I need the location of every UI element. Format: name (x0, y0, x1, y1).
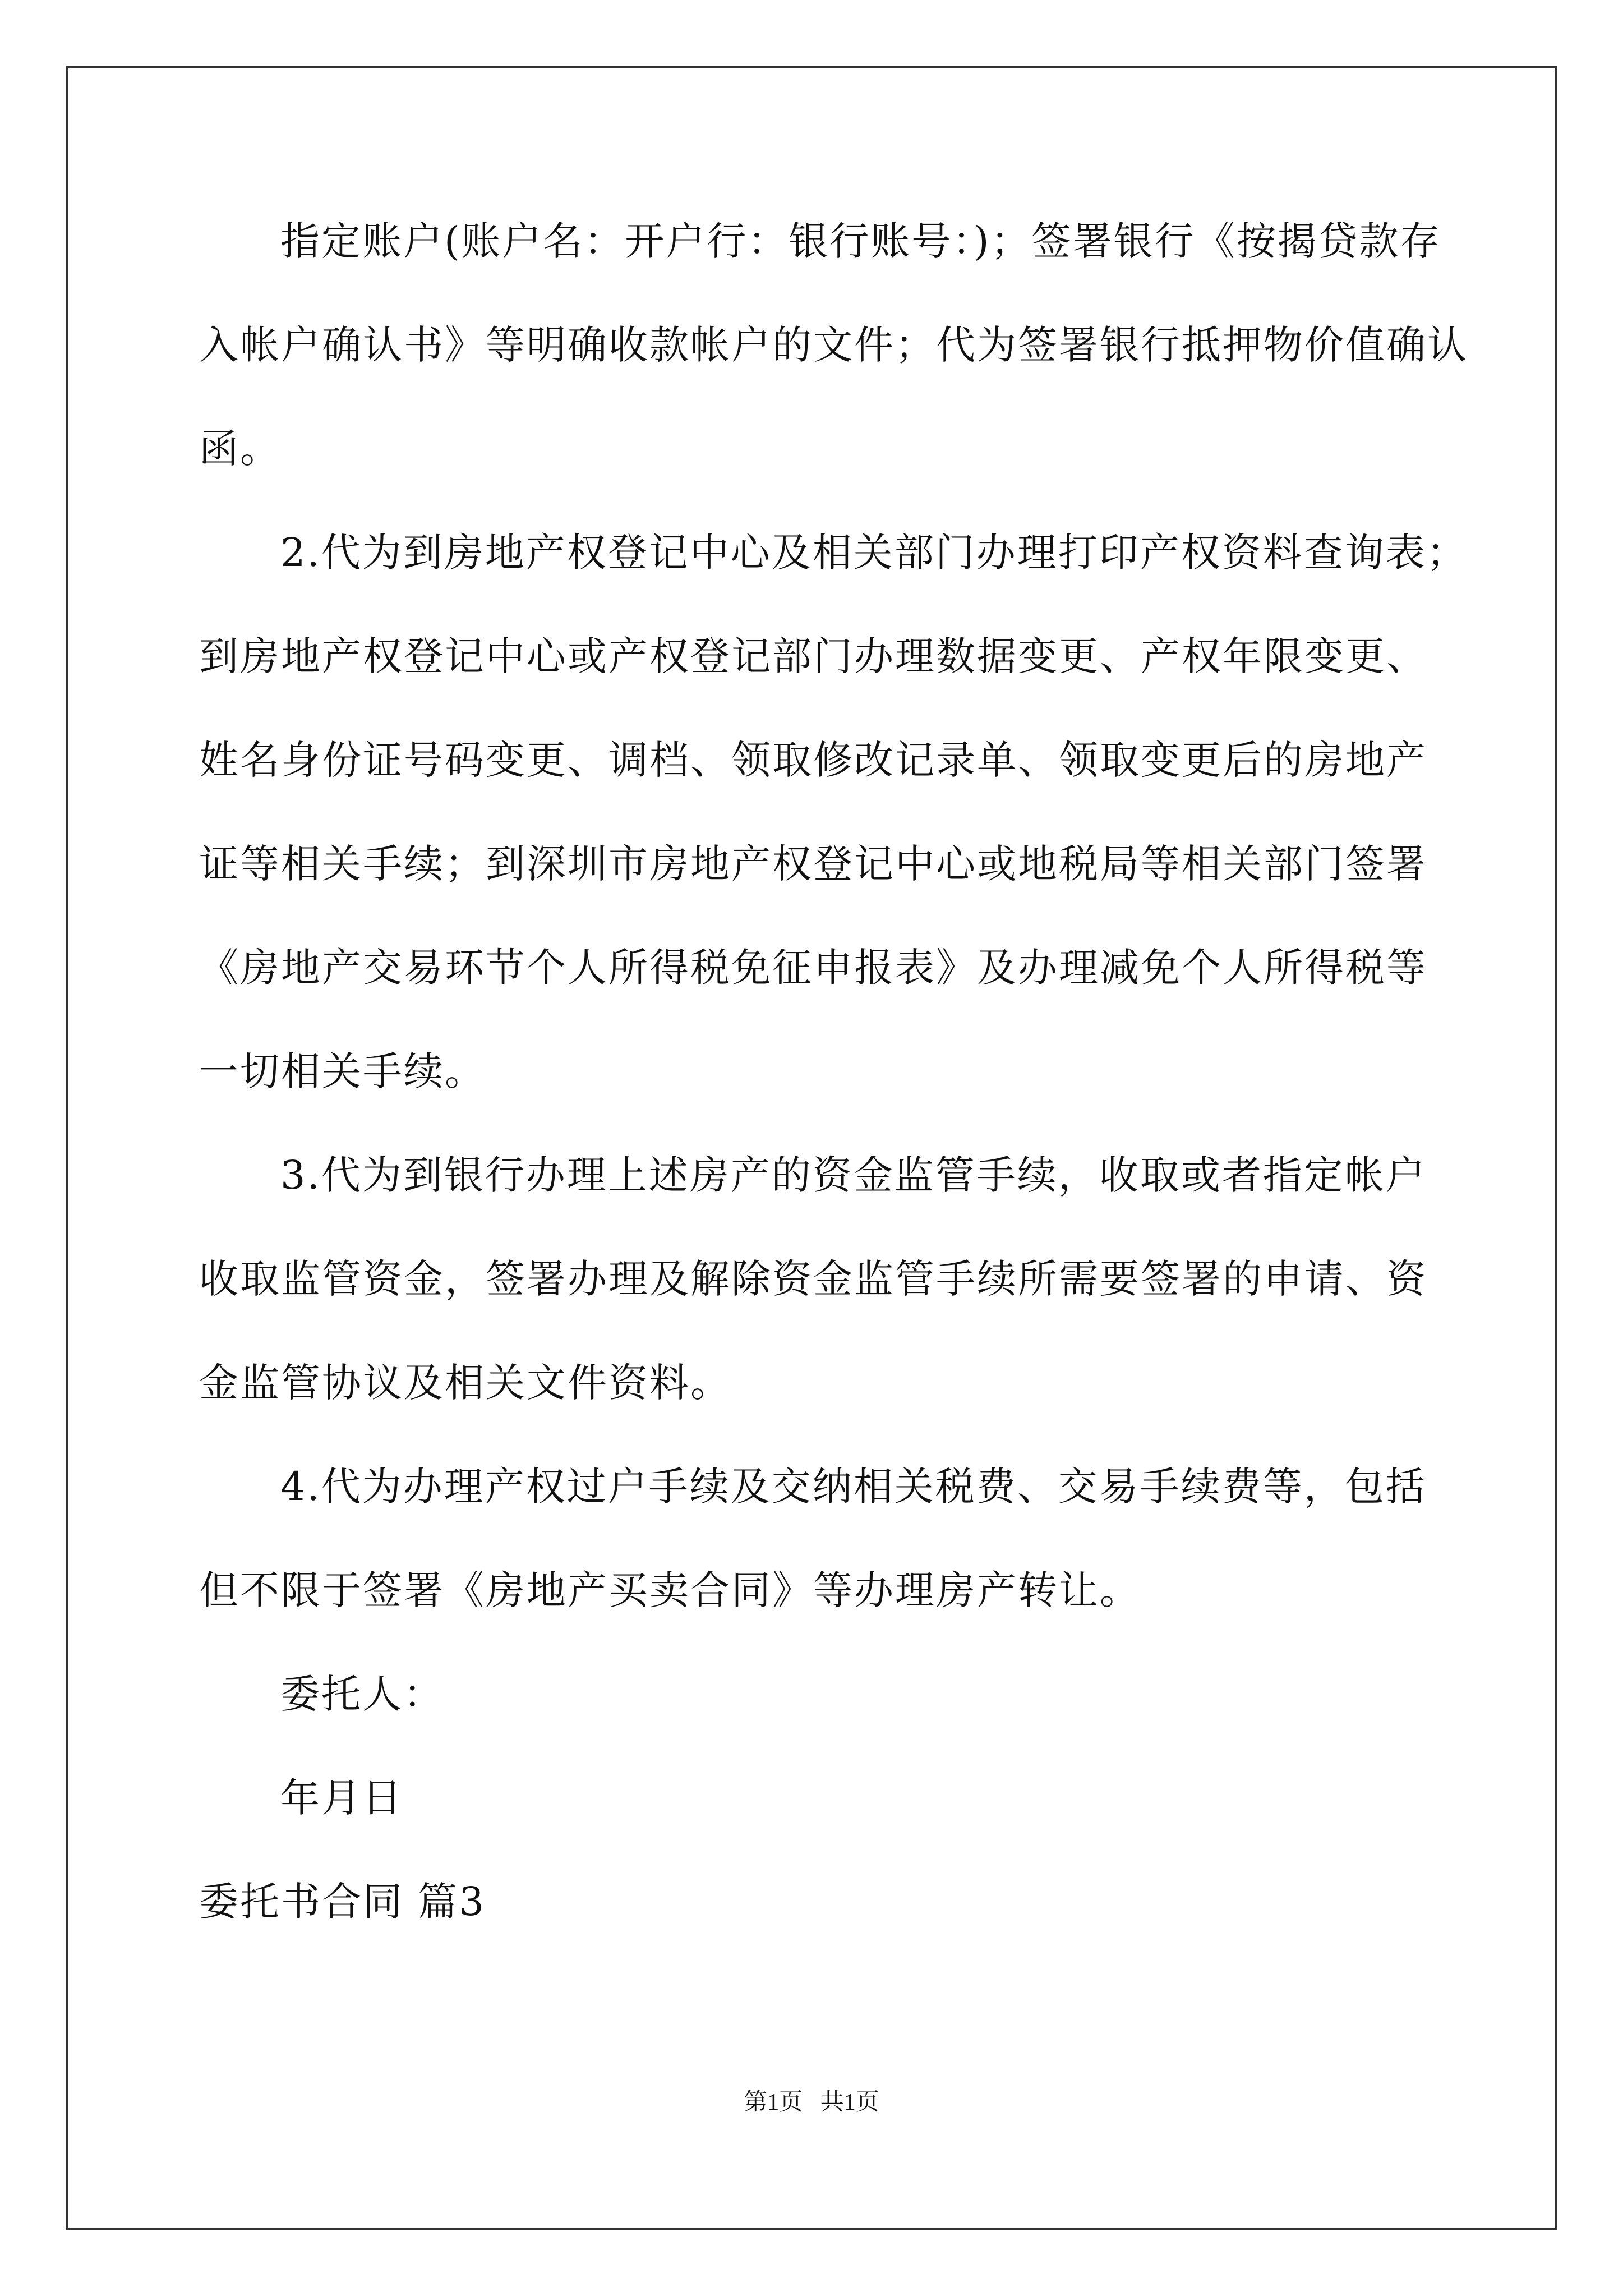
paragraph-2-line-2: 到房地产权登记中心或产权登记部门办理数据变更、产权年限变更、 (199, 633, 1427, 679)
paragraph-3-line-2: 收取监管资金，签署办理及解除资金监管手续所需要签署的申请、资 (199, 1256, 1427, 1302)
date-label: 年月日 (280, 1775, 403, 1821)
page-footer: 第1页 共1页 (744, 2090, 879, 2115)
paragraph-2-line-1: 2.代为到房地产权登记中心及相关部门办理打印产权资料查询表； (280, 530, 1468, 576)
paragraph-4-line-2: 但不限于签署《房地产买卖合同》等办理房产转让。 (199, 1567, 1141, 1613)
paragraph-3-line-3: 金监管协议及相关文件资料。 (199, 1360, 731, 1406)
paragraph-3-line-1: 3.代为到银行办理上述房产的资金监管手续，收取或者指定帐户 (280, 1152, 1427, 1198)
principal-label: 委托人： (280, 1671, 444, 1717)
paragraph-1-line-3: 函。 (199, 426, 281, 472)
paragraph-2-line-6: 一切相关手续。 (199, 1048, 486, 1094)
paragraph-2-line-4: 证等相关手续；到深圳市房地产权登记中心或地税局等相关部门签署 (199, 841, 1427, 887)
section-heading: 委托书合同 篇3 (199, 1879, 486, 1925)
paragraph-4-line-1: 4.代为办理产权过户手续及交纳相关税费、交易手续费等，包括 (280, 1464, 1427, 1510)
paragraph-1-line-1: 指定账户(账户名：开户行：银行账号：)；签署银行《按揭贷款存 (280, 218, 1441, 264)
paragraph-2-line-5: 《房地产交易环节个人所得税免征申报表》及办理减免个人所得税等 (199, 945, 1427, 991)
paragraph-2-line-3: 姓名身份证号码变更、调档、领取修改记录单、领取变更后的房地产 (199, 737, 1427, 783)
paragraph-1-line-2: 入帐户确认书》等明确收款帐户的文件；代为签署银行抵押物价值确认 (199, 322, 1468, 368)
